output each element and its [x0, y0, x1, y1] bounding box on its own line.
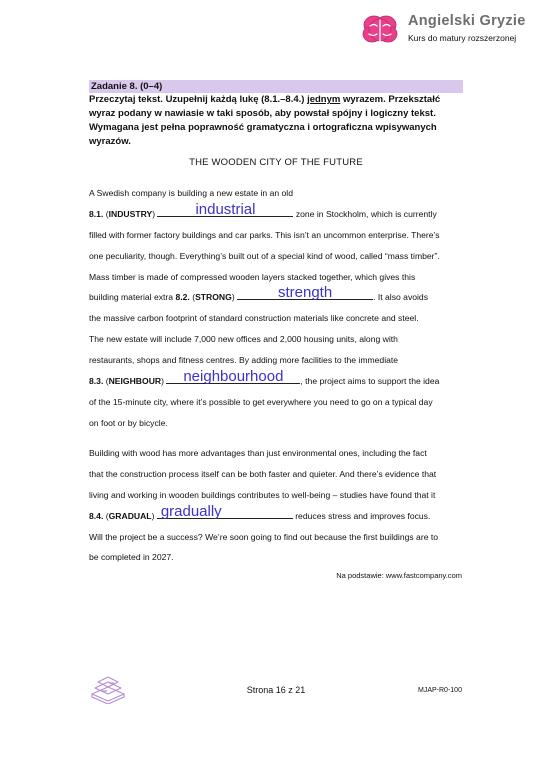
text-line: Building with wood has more advantages than just environmental ones, including the fact [89, 448, 427, 458]
text-line: on foot or by bicycle. [89, 417, 168, 428]
exam-code: MJAP-R0-100 [418, 687, 462, 694]
text-line: restaurants, shops and fitness centres. By adding more facilities to the immediate [89, 355, 399, 366]
text-line: the massive carbon footprint of standard construction materials like concrete and steel. [89, 313, 419, 324]
gap-answer: industrial [195, 200, 256, 218]
brand-subtitle: Kurs do matury rozszerzonej [408, 33, 517, 43]
text-line: The new estate will include 7,000 new offices and 2,000 housing units, along with [89, 334, 398, 345]
gap-number: 8.1. [89, 208, 104, 219]
gap-answer: gradually [160, 502, 222, 520]
gap-keyword: INDUSTRY [108, 208, 153, 219]
brand-title: Angielski Gryzie [408, 13, 526, 29]
text-line: A Swedish company is building a new estate in an old [89, 188, 293, 198]
gap-number: 8.3. [89, 376, 104, 387]
page-number: Strona 16 z 21 [246, 685, 306, 695]
text-line: Mass timber is made of compressed wooden layers stacked together, which gives this [89, 271, 416, 282]
text-line: 8.3. (NEIGHBOUR) neighbourhood , the project aims to support the idea [89, 368, 440, 387]
text-line: that the construction process itself can be both faster and quieter. And there’s evidence that [89, 468, 437, 479]
paragraph-1 [89, 183, 469, 434]
gap-8-2-field[interactable] [237, 284, 373, 302]
text-line: building material extra 8.2. (STRONG) strength . It also avoids [89, 284, 429, 303]
text-fragment: . It also avoids [373, 292, 429, 303]
paragraph-2 [89, 443, 469, 568]
text-fragment: reduces stress and improves focus. [292, 510, 431, 521]
text-fragment: building material extra [89, 292, 176, 303]
text-line: be completed in 2027. [89, 552, 174, 563]
text-line: 8.1. (INDUSTRY) industrial zone in Stockholm, which is currently [89, 200, 437, 219]
gap-8-3-field[interactable] [166, 368, 300, 386]
gap-keyword: NEIGHBOUR [108, 376, 162, 387]
gap-answer: neighbourhood [183, 368, 284, 386]
text-line: of the 15-minute city, where it’s possible to get everywhere you need to go on a typical day [89, 396, 433, 407]
text-title: THE WOODEN CITY OF THE FUTURE [189, 157, 363, 168]
instr-part-c: wyrazem. Przekształć wyraz podany w nawiasie w taki sposób, aby powstał spójny i logiczny tekst. Wymagana jest pełna poprawność gramatyczna i ortograficzna wpisywanych wyrazów. [89, 94, 441, 147]
brain-icon [360, 10, 400, 50]
gap-8-1-field[interactable] [157, 200, 293, 218]
instr-emphasis: jednym [307, 94, 341, 105]
text-line: one peculiarity, though. Everything’s built out of a special kind of wood, called “mass timber”. [89, 250, 440, 261]
task-block [89, 80, 463, 149]
text-line: living and working in wooden buildings contributes to well-being – studies have found that it [89, 489, 436, 500]
brand-header [360, 10, 540, 50]
gap-8-4-field[interactable] [157, 502, 293, 520]
source-note: Na podstawie: www.fastcompany.com [336, 571, 462, 580]
gap-answer: strength [277, 284, 333, 302]
task-instructions [89, 93, 463, 149]
gap-keyword: STRONG [195, 292, 232, 303]
text-line: Will the project be a success? We’re soon going to find out because the first buildings are to [89, 531, 439, 542]
instr-part-a: Przeczytaj tekst. Uzupełnij każdą lukę (8.1.–8.4.) [89, 94, 308, 105]
text-line: filled with former factory buildings and car parks. This isn’t an uncommon enterprise. There’s [89, 229, 440, 240]
text-fragment: , the project aims to support the idea [300, 376, 440, 387]
task-header: Zadanie 8. (0–4) [89, 80, 463, 93]
text-line: 8.4. (GRADUAL) gradually reduces stress and improves focus. [89, 502, 431, 521]
text-fragment: zone in Stockholm, which is currently [293, 208, 437, 219]
gap-number: 8.4. [89, 510, 104, 521]
gap-keyword: GRADUAL [108, 510, 152, 521]
gap-number: 8.2. [175, 292, 190, 303]
